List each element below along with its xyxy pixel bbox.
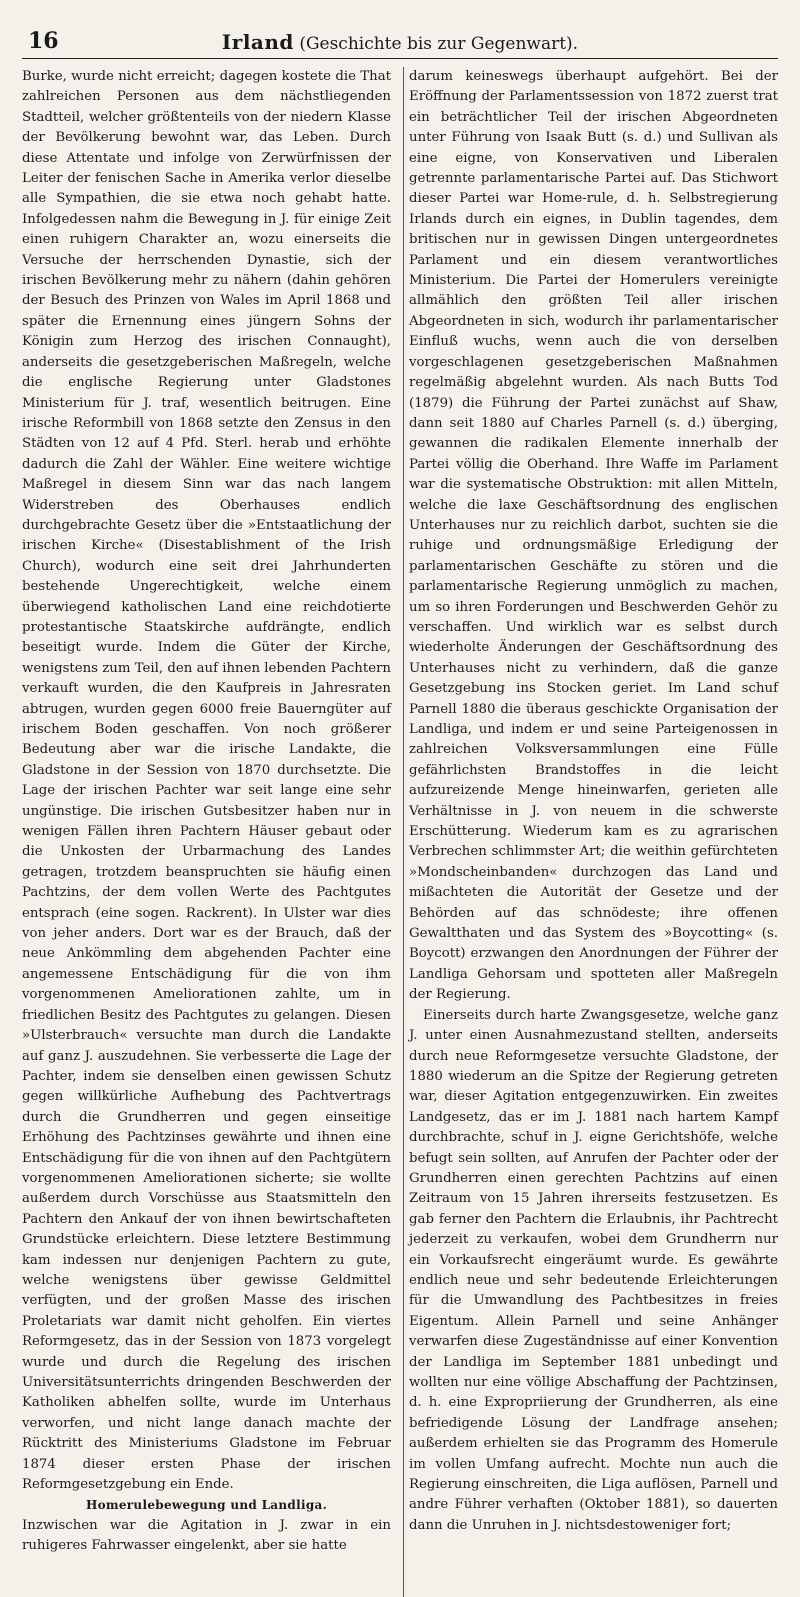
running-head-title: Irland [221, 30, 294, 54]
page-number: 16 [28, 28, 59, 54]
section-subheading: Homerulebewegung und Landliga. [85, 1498, 328, 1513]
page-header [22, 24, 778, 59]
column-divider [403, 67, 404, 1597]
running-head [22, 30, 778, 54]
running-head-note: (Geschichte bis zur Gegenwart). [299, 34, 579, 54]
left-paragraph-1: Burke, wurde nicht erreicht; dagegen kostete die That zahlreichen Personen aus dem nächstliegenden Stadtteil, welcher größtenteils von der niedern Klasse der Bevölkerung bewohnt war, das Leben. Durch diese Attentate und infolge von Zerwürfnissen der Leiter der fenischen Sache in Amerika verlor dieselbe alle Sympathien, die sie etwa noch gehabt hatte. Infolgedessen nahm die Bewegung in J. für einige Zeit einen ruhigern Charakter an, wozu einerseits die Versuche der herrschenden Dynastie, sich der irischen Bevölkerung mehr zu nähern (dahin gehören der Besuch des Prinzen von Wales im April 1868 und später die Ernennung eines jüngern Sohns der Königin zum Herzog des irischen Connaught), anderseits die gesetzgeberischen Maßregeln, welche die englische Regierung unter Gladstones Ministerium für J. traf, wesentlich beitrugen. Eine irische Reformbill von 1868 setzte den Zensus in den Städten von 12 auf 4 Pfd. Sterl. herab und erhöhte dadurch die Zahl der Wähler. Eine weitere wichtige Maßregel in diesem Sinn war das nach langem Widerstreben des Oberhauses endlich durchgebrachte Gesetz über die »Entstaatlichung der irischen Kirche« (Disestablishment of the Irish Church), wodurch eine seit drei Jahrhunderten bestehende Ungerechtigkeit, welche einem überwiegend katholischen Land eine reichdotierte protestantische Staatskirche aufdrängte, endlich beseitigt wurde. Indem die Güter der Kirche, wenigstens zum Teil, den auf ihnen lebenden Pachtern verkauft wurden, die den Kaufpreis in Jahresraten abtrugen, wurden gegen 6000 freie Bauerngüter auf irischem Boden geschaffen. Von noch größerer Bedeutung aber war die irische Landakte, die Gladstone in der Session von 1870 durchsetzte. Die Lage der irischen Pachter war seit lange eine sehr ungünstige. Die irischen Gutsbesitzer haben nur in wenigen Fällen ihren Pachtern Häuser gebaut oder die Unkosten der Urbarmachung des Landes getragen, trotzdem beanspruchten sie häufig einen Pachtzins, der dem vollen Werte des Pachtgutes entsprach (eine sogen. Rackrent). In Ulster war dies von jeher anders. Dort war es der Brauch, daß der neue Ankömmling dem abgehenden Pachter eine angemessene Entschädigung für die von ihm vorgenommenen Ameliorationen zahlte, um in friedlichen Besitz des Pachtgutes zu gelangen. Diesen »Ulsterbrauch« versuchte man durch die Landakte auf ganz J. auszudehnen. Sie verbesserte die Lage der Pachter, indem sie denselben einen gewissen Schutz gegen willkürliche Aufhebung des Pachtvertrags durch die Grundherren und gegen einseitige Erhöhung des Pachtzinses gewährte und ihnen eine Entschädigung für die von ihnen auf den Pachtgütern vorgenommenen Ameliorationen sicherte; sie wollte außerdem durch Vorschüsse aus Staatsmitteln den Pachtern den Ankauf der von ihnen bewirtschafteten Grundstücke erleichtern. Diese letztere Bestimmung kam indessen nur denjenigen Pachtern zu gute, welche wenigstens über gewisse Geldmittel verfügten, und der großen Masse des irischen Proletariats war damit nicht geholfen. Ein viertes Reformgesetz, das in der Session von 1873 vorgelegt wurde und durch die Regelung des irischen Universitätsunterrichts dringenden Beschwerden der Katholiken abhelfen sollte, wurde im Unterhaus verworfen, und nicht lange danach machte der Rücktritt des Ministeriums Gladstone im Februar 1874 dieser ersten Phase der irischen Reformgesetzgebung ein Ende. [22, 69, 391, 1493]
left-paragraph-2: Inzwischen war die Agitation in J. zwar in ein ruhigeres Fahrwasser eingelenkt, aber sie hatte [22, 1517, 391, 1554]
right-paragraph-1: darum keineswegs überhaupt aufgehört. Bei der Eröffnung der Parlamentssession von 1872 zuerst trat ein beträchtlicher Teil der irischen Abgeordneten unter Führung von Isaak Butt (s. d.) und Sullivan als eine eigne, von Konservativen und Liberalen getrennte parlamentarische Partei auf. Das Stichwort dieser Partei war Home-rule, d. h. Selbstregierung Irlands durch ein eignes, in Dublin tagendes, dem britischen nur in gewissen Dingen untergeordnetes Parlament und ein diesem verantwortliches Ministerium. Die Partei der Homerulers vereinigte allmählich den größten Teil aller irischen Abgeordneten in sich, wodurch ihr parlamentarischer Einfluß wuchs, wenn auch die von derselben vorgeschlagenen gesetzgeberischen Maßnahmen regelmäßig abgelehnt wurden. Als nach Butts Tod (1879) die Führung der Partei zunächst auf Shaw, dann seit 1880 auf Charles Parnell (s. d.) überging, gewannen die radikalen Elemente innerhalb der Partei völlig die Oberhand. Ihre Waffe im Parlament war die systematische Obstruktion: mit allen Mitteln, welche die laxe Geschäftsordnung des englischen Unterhauses nur zu reichlich darbot, suchten sie die ruhige und ordnungsmäßige Erledigung der parlamentarischen Geschäfte zu stören und die parlamentarische Regierung unmöglich zu machen, um so ihren Forderungen und Beschwerden Gehör zu verschaffen. Und wirklich war es selbst durch wiederholte Änderungen der Geschäftsordnung des Unterhauses nicht zu verhindern, daß die ganze Gesetzgebung ins Stocken geriet. Im Land schuf Parnell 1880 die überaus geschickte Organisation der Landliga, und indem er und seine Parteigenossen in zahlreichen Volksversammlungen eine Fülle gefährlichsten Brandstoffes in die leicht aufzureizende Menge hineinwarfen, gerieten alle Verhältnisse in J. von neuem in die schwerste Erschütterung. Wiederum kam es zu agrarischen Verbrechen schlimmster Art; die weithin gefürchteten »Mondscheinbanden« durchzogen das Land und mißachteten die Autorität der Gesetze und der Behörden auf das schnödeste; ihre offenen Gewaltthaten und das System des »Boycotting« (s. Boycott) erzwangen den Anordnungen der Führer der Landliga Gehorsam und spotteten aller Maßregeln der Regierung. [409, 69, 778, 1003]
left-column [22, 67, 400, 1557]
right-column [400, 67, 778, 1557]
right-paragraph-2: Einerseits durch harte Zwangsgesetze, welche ganz J. unter einen Ausnahmezustand stellten, anderseits durch neue Reformgesetze versuchte Gladstone, der 1880 wiederum an die Spitze der Regierung getreten war, dieser Agitation entgegenzuwirken. Ein zweites Landgesetz, das er im J. 1881 nach hartem Kampf durchbrachte, schuf in J. eigne Gerichtshöfe, welche befugt sein sollten, auf Anrufen der Pachter oder der Grundherren einen gerechten Pachtzins auf einen Zeitraum von 15 Jahren ihrerseits festzusetzen. Es gab ferner den Pachtern die Erlaubnis, ihr Pachtrecht jederzeit zu verkaufen, wobei dem Grundherrn nur ein Vorkaufsrecht eingeräumt wurde. Es gewährte endlich neue und sehr bedeutende Erleichterungen für die Umwandlung des Pachtbesitzes in freies Eigentum. Allein Parnell und seine Anhänger verwarfen diese Zugeständnisse auf einer Konvention der Landliga im September 1881 unbedingt und wollten nur eine völlige Abschaffung der Pachtzinsen, d. h. eine Expropriierung der Grundherren, als eine befriedigende Lösung der Landfrage ansehen; außerdem erhielten sie das Programm des Homerule im vollen Umfang aufrecht. Mochte nun auch die Regierung einschreiten, die Liga auflösen, Parnell und andre Führer verhaften (Oktober 1881), so dauerten dann die Unruhen in J. nichtsdestoweniger fort; [409, 1007, 778, 1533]
text-columns [22, 67, 778, 1557]
